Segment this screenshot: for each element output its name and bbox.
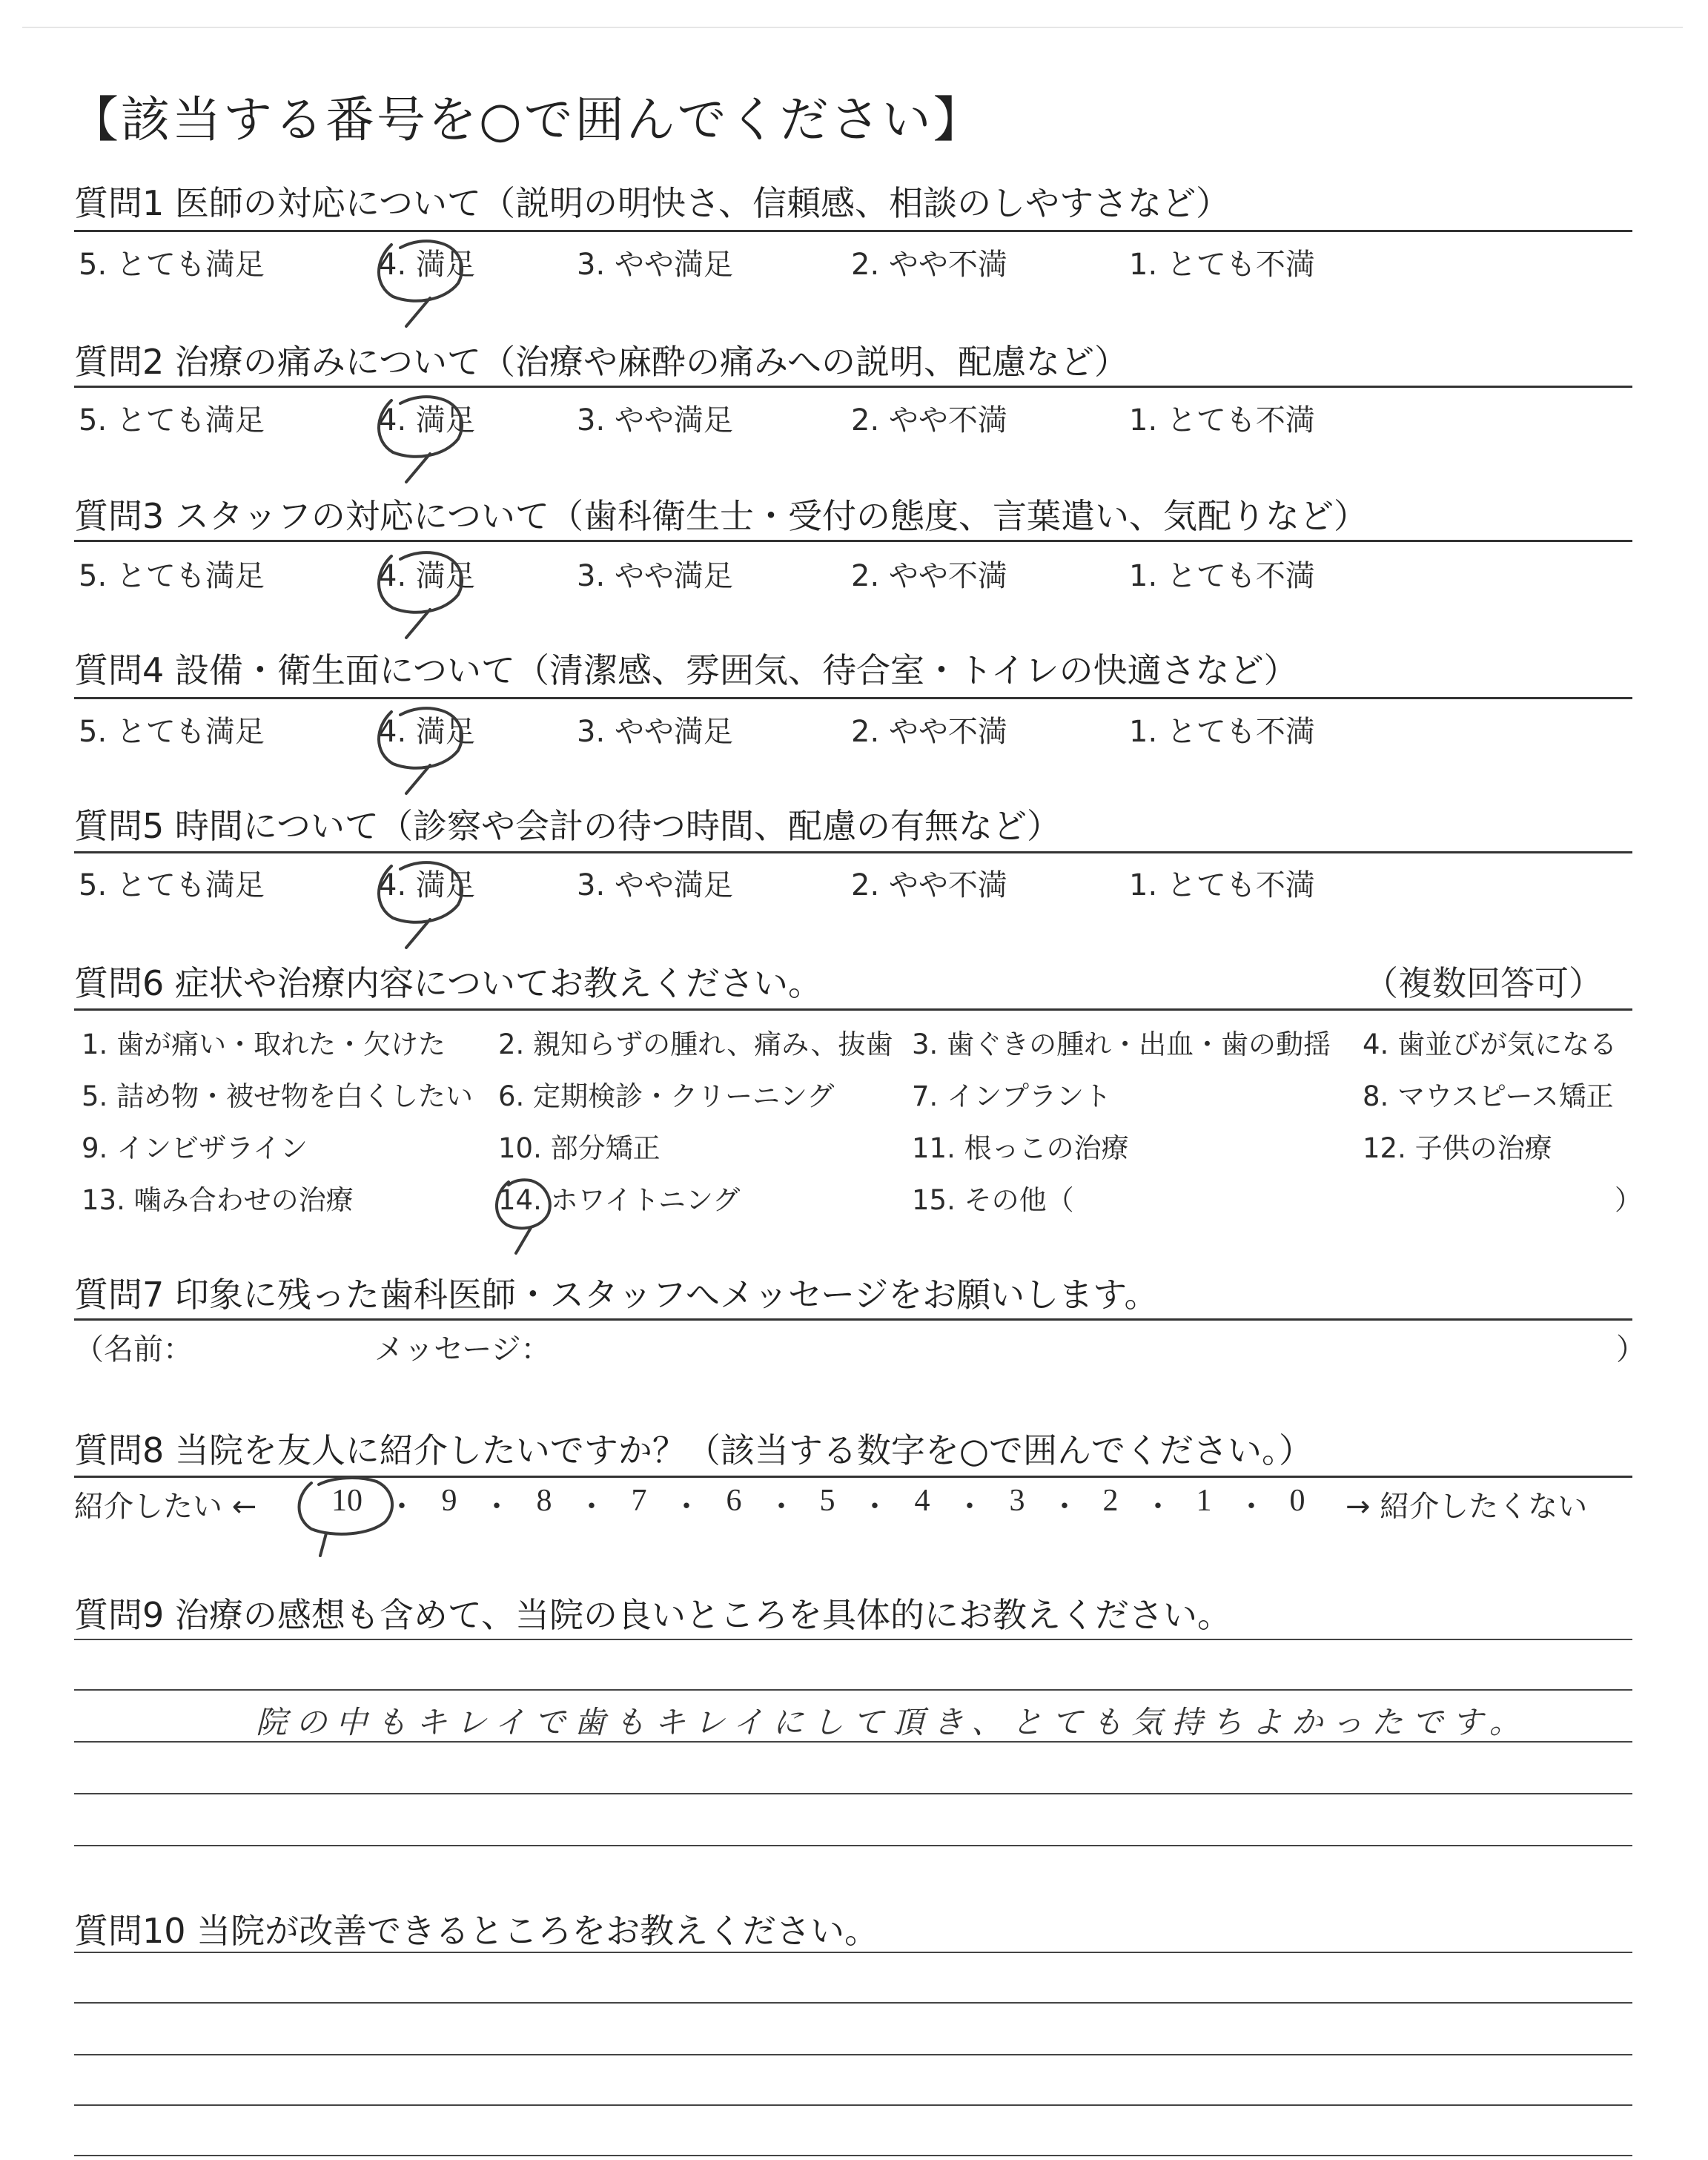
symptom-item-4[interactable]: 4. 歯並びが気になる xyxy=(1363,1028,1618,1060)
q4-option-5[interactable]: 5. とても満足 xyxy=(79,715,265,749)
q1-option-1[interactable]: 1. とても不満 xyxy=(1129,248,1315,282)
question-6-note: （複数回答可） xyxy=(1364,963,1603,1003)
q2-option-4[interactable]: 4. 満足 xyxy=(378,403,475,437)
q5-option-5[interactable]: 5. とても満足 xyxy=(79,868,265,902)
scale-separator: ・ xyxy=(1237,1490,1266,1524)
question-4-title: 質問4 設備・衛生面について（清潔感、雰囲気、待合室・トイレの快適さなど） xyxy=(74,650,1298,690)
q4-option-1[interactable]: 1. とても不満 xyxy=(1129,715,1315,749)
recommend-score-5[interactable]: 5 xyxy=(819,1484,835,1518)
message-field-close: ） xyxy=(1616,1332,1646,1367)
symptom-other-close: ） xyxy=(1615,1184,1642,1216)
question-6-title: 質問6 症状や治療内容についてお教えください。 xyxy=(74,963,822,1003)
question-1-rule xyxy=(74,230,1632,232)
answer-line xyxy=(74,1845,1632,1846)
question-7-title: 質問7 印象に残った歯科医師・スタッフへメッセージをお願いします。 xyxy=(74,1275,1159,1315)
q5-option-1[interactable]: 1. とても不満 xyxy=(1129,868,1315,902)
q2-option-3[interactable]: 3. やや満足 xyxy=(577,403,733,437)
recommend-score-6[interactable]: 6 xyxy=(726,1484,742,1518)
answer-line xyxy=(74,2002,1632,2004)
q3-option-3[interactable]: 3. やや満足 xyxy=(577,559,733,593)
q3-option-4[interactable]: 4. 満足 xyxy=(378,559,475,593)
answer-line xyxy=(74,1952,1632,1953)
recommend-scale-right-label: → 紹介したくない xyxy=(1345,1490,1588,1524)
recommend-score-1[interactable]: 1 xyxy=(1196,1484,1212,1518)
symptom-item-2[interactable]: 2. 親知らずの腫れ、痛み、抜歯 xyxy=(498,1028,893,1060)
symptom-item-11[interactable]: 11. 根っこの治療 xyxy=(912,1132,1129,1164)
question-10-title: 質問10 当院が改善できるところをお教えください。 xyxy=(74,1911,879,1951)
scan-top-edge xyxy=(22,27,1683,28)
question-2-title: 質問2 治療の痛みについて（治療や麻酔の痛みへの説明、配慮など） xyxy=(74,342,1129,382)
question-2-rule xyxy=(74,386,1632,388)
q3-option-2[interactable]: 2. やや不満 xyxy=(851,559,1007,593)
q2-option-5[interactable]: 5. とても満足 xyxy=(79,403,265,437)
scale-separator: ・ xyxy=(1050,1490,1079,1524)
symptom-item-14[interactable]: 14. ホワイトニング xyxy=(498,1184,741,1216)
recommend-score-0[interactable]: 0 xyxy=(1289,1484,1305,1518)
scale-separator: ・ xyxy=(955,1490,984,1524)
scale-separator: ・ xyxy=(577,1490,606,1524)
question-1-title: 質問1 医師の対応について（説明の明快さ、信頼感、相談のしやすさなど） xyxy=(74,183,1231,223)
scale-separator: ・ xyxy=(672,1490,701,1524)
symptom-item-9[interactable]: 9. インビザライン xyxy=(82,1132,308,1164)
recommend-score-2[interactable]: 2 xyxy=(1102,1484,1119,1518)
scale-separator: ・ xyxy=(767,1490,796,1524)
scale-separator: ・ xyxy=(482,1490,512,1524)
recommend-score-7[interactable]: 7 xyxy=(631,1484,647,1518)
question-6-rule xyxy=(74,1008,1632,1011)
recommend-score-8[interactable]: 8 xyxy=(536,1484,552,1518)
symptom-item-5[interactable]: 5. 詰め物・被せ物を白くしたい xyxy=(82,1080,474,1112)
q1-option-4[interactable]: 4. 満足 xyxy=(378,248,475,282)
q4-option-3[interactable]: 3. やや満足 xyxy=(577,715,733,749)
question-3-rule xyxy=(74,540,1632,542)
symptom-item-13[interactable]: 13. 噛み合わせの治療 xyxy=(82,1184,354,1216)
answer-line xyxy=(74,2155,1632,2156)
question-8-rule xyxy=(74,1476,1632,1478)
symptom-item-12[interactable]: 12. 子供の治療 xyxy=(1363,1132,1552,1164)
answer-line xyxy=(74,2104,1632,2106)
recommend-score-9[interactable]: 9 xyxy=(441,1484,457,1518)
q5-option-2[interactable]: 2. やや不満 xyxy=(851,868,1007,902)
symptom-item-10[interactable]: 10. 部分矯正 xyxy=(498,1132,661,1164)
message-field-label[interactable]: メッセージ： xyxy=(374,1332,551,1367)
recommend-score-3[interactable]: 3 xyxy=(1009,1484,1025,1518)
scale-separator: ・ xyxy=(860,1490,890,1524)
q1-option-2[interactable]: 2. やや不満 xyxy=(851,248,1007,282)
scale-separator: ・ xyxy=(387,1490,417,1524)
recommend-score-4[interactable]: 4 xyxy=(914,1484,930,1518)
question-8-title: 質問8 当院を友人に紹介したいですか？（該当する数字を○で囲んでください。） xyxy=(74,1430,1314,1470)
question-9-title: 質問9 治療の感想も含めて、当院の良いところを具体的にお教えください。 xyxy=(74,1595,1231,1635)
question-5-title: 質問5 時間について（診察や会計の待つ時間、配慮の有無など） xyxy=(74,806,1061,846)
q3-option-5[interactable]: 5. とても満足 xyxy=(79,559,265,593)
q1-option-5[interactable]: 5. とても満足 xyxy=(79,248,265,282)
q9-handwritten-answer[interactable]: 院の中もキレイで歯もキレイにして頂き、とても気持ちよかったです。 xyxy=(256,1704,1529,1740)
question-5-rule xyxy=(74,851,1632,853)
symptom-item-7[interactable]: 7. インプラント xyxy=(912,1080,1112,1112)
answer-line xyxy=(74,1639,1632,1640)
q3-option-1[interactable]: 1. とても不満 xyxy=(1129,559,1315,593)
symptom-item-15[interactable]: 15. その他（ xyxy=(912,1184,1074,1216)
name-field-label[interactable]: （名前： xyxy=(74,1332,193,1367)
symptom-item-8[interactable]: 8. マウスピース矯正 xyxy=(1363,1080,1614,1112)
recommend-scale-left-label: 紹介したい ← xyxy=(74,1490,257,1524)
q4-option-2[interactable]: 2. やや不満 xyxy=(851,715,1007,749)
answer-line xyxy=(74,1793,1632,1794)
question-3-title: 質問3 スタッフの対応について（歯科衛生士・受付の態度、言葉遣い、気配りなど） xyxy=(74,496,1368,536)
answer-line xyxy=(74,2054,1632,2055)
question-4-rule xyxy=(74,697,1632,699)
q5-option-4[interactable]: 4. 満足 xyxy=(378,868,475,902)
q2-option-2[interactable]: 2. やや不満 xyxy=(851,403,1007,437)
q1-option-3[interactable]: 3. やや満足 xyxy=(577,248,733,282)
q2-option-1[interactable]: 1. とても不満 xyxy=(1129,403,1315,437)
scale-separator: ・ xyxy=(1143,1490,1173,1524)
q4-option-4[interactable]: 4. 満足 xyxy=(378,715,475,749)
page-title: 【該当する番号を○で囲んでください】 xyxy=(70,91,984,148)
symptom-item-3[interactable]: 3. 歯ぐきの腫れ・出血・歯の動揺 xyxy=(912,1028,1331,1060)
q5-option-3[interactable]: 3. やや満足 xyxy=(577,868,733,902)
symptom-item-1[interactable]: 1. 歯が痛い・取れた・欠けた xyxy=(82,1028,446,1060)
question-7-rule xyxy=(74,1318,1632,1321)
recommend-score-10[interactable]: 10 xyxy=(331,1484,363,1518)
answer-line xyxy=(74,1689,1632,1691)
symptom-item-6[interactable]: 6. 定期検診・クリーニング xyxy=(498,1080,835,1112)
